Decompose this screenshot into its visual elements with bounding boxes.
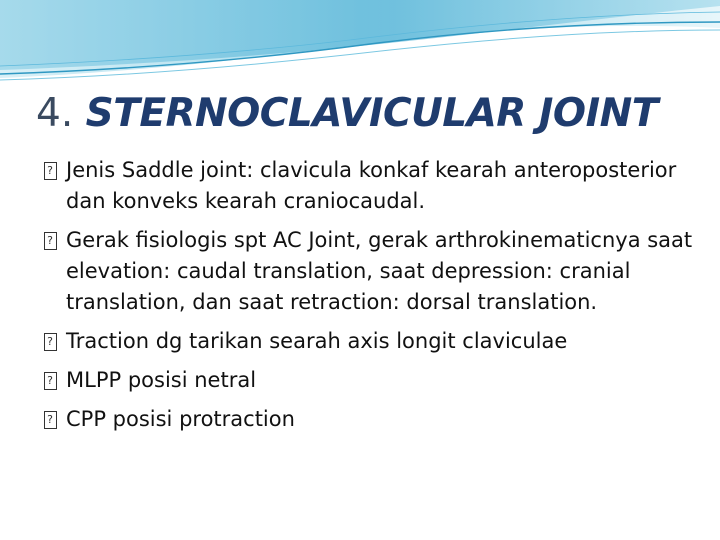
wave-header-decoration [0, 0, 720, 90]
bullet-text: Jenis Saddle joint: clavicula konkaf kearah anteroposterior dan konveks kearah craniocaudal. [66, 158, 677, 213]
title-number: 4. [36, 91, 74, 136]
bullet-text: CPP posisi protraction [66, 407, 295, 431]
bullet-text: MLPP posisi netral [66, 368, 257, 392]
bullet-glyph-icon: ? [40, 404, 60, 435]
bullet-glyph-icon: ? [40, 225, 60, 256]
bullet-item [40, 326, 700, 357]
slide-title [36, 88, 658, 140]
bullet-list [40, 155, 700, 443]
title-text: STERNOCLAVICULAR JOINT [85, 91, 658, 136]
bullet-item [40, 365, 700, 396]
bullet-text: Gerak fisiologis spt AC Joint, gerak arthrokinematicnya saat elevation: caudal translation, saat depression: cranial translation, dan saat retraction: dorsal translation. [66, 228, 693, 314]
bullet-item [40, 225, 700, 318]
bullet-glyph-icon: ? [40, 365, 60, 396]
bullet-text: Traction dg tarikan searah axis longit claviculae [66, 329, 568, 353]
bullet-item [40, 155, 700, 217]
bullet-item [40, 404, 700, 435]
bullet-glyph-icon: ? [40, 155, 60, 186]
bullet-glyph-icon: ? [40, 326, 60, 357]
